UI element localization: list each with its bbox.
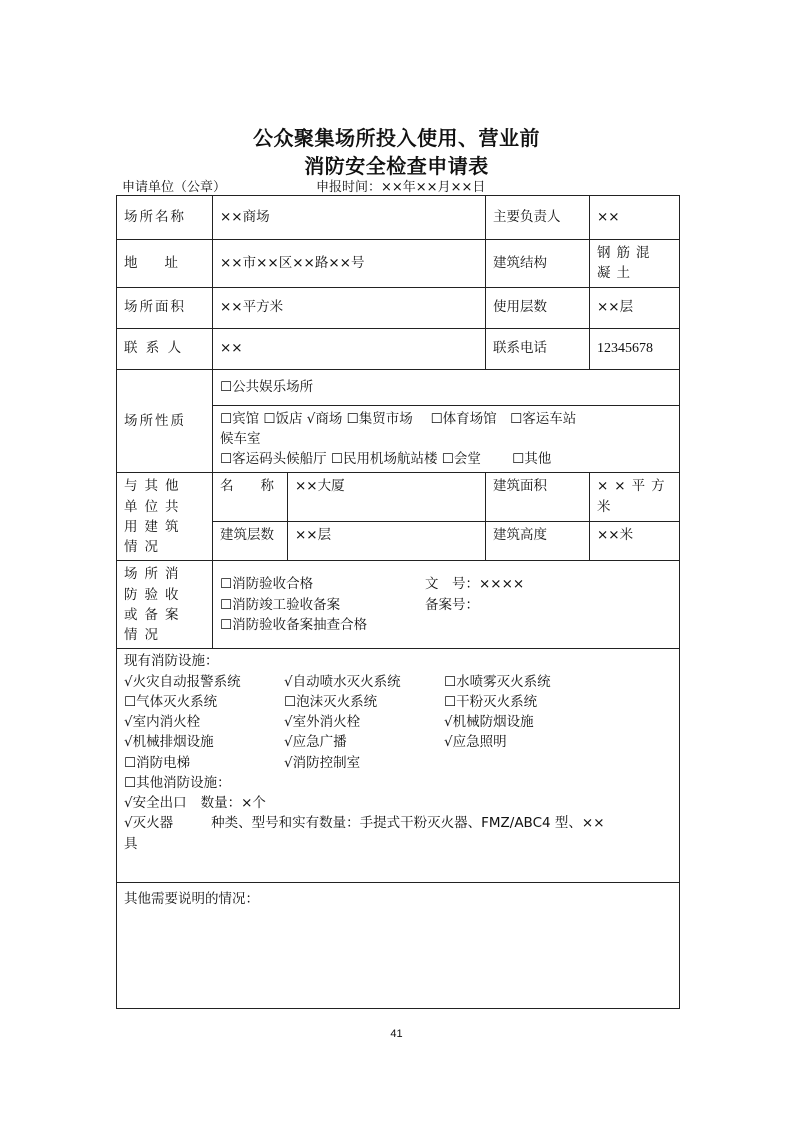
phone-label: 联系电话 bbox=[486, 328, 590, 369]
other-notes-label: 其他需要说明的情况： bbox=[124, 891, 259, 908]
facility-item[interactable]: ☐消防电梯 bbox=[124, 754, 191, 771]
acceptance-line2 bbox=[220, 595, 672, 615]
facilities-grid bbox=[124, 672, 672, 773]
exit-line bbox=[124, 793, 672, 813]
row-facilities bbox=[117, 649, 680, 883]
applicant-unit: 申请单位（公章） bbox=[122, 180, 227, 195]
facility-item[interactable]: √机械防烟设施 bbox=[444, 714, 534, 730]
extinguisher-detail: 种类、型号和实有数量：手提式干粉灭火器、FMZ/ABC4 型、×× bbox=[211, 815, 605, 832]
facility-item[interactable]: √自动喷水灭火系统 bbox=[284, 673, 401, 690]
acceptance-doc-number: 文 号：×××× bbox=[425, 576, 525, 593]
form-title-line1: 公众聚集场所投入使用、营业前 bbox=[253, 126, 540, 150]
nature-options-line4[interactable]: ☐客运码头候船厅 ☐民用机场航站楼 ☐会堂 ☐其他 bbox=[220, 451, 552, 467]
facilities-heading: 现有消防设施： bbox=[124, 653, 219, 670]
exit-option[interactable]: √安全出口 bbox=[124, 795, 187, 811]
row-venue-name bbox=[117, 196, 680, 240]
row-area bbox=[117, 287, 680, 328]
nature-option-public-entertainment[interactable]: ☐公共娱乐场所 bbox=[213, 369, 680, 405]
contact-value[interactable]: ×× bbox=[213, 328, 486, 369]
area-value[interactable]: ××平方米 bbox=[213, 287, 486, 328]
form-title-line2: 消防安全检查申请表 bbox=[304, 154, 489, 178]
acceptance-option-spot-check[interactable]: ☐消防验收备案抽查合格 bbox=[220, 616, 368, 633]
row-other-notes bbox=[117, 883, 680, 1009]
acceptance-record-number: 备案号： bbox=[425, 596, 479, 613]
facility-item bbox=[444, 753, 644, 773]
row-acceptance bbox=[117, 561, 680, 649]
shared-area-label: 建筑面积 bbox=[486, 473, 590, 521]
shared-floors-label: 建筑层数 bbox=[213, 521, 288, 561]
shared-floors-value[interactable]: ××层 bbox=[288, 521, 486, 561]
row-shared-1 bbox=[117, 473, 680, 521]
application-form-table bbox=[116, 195, 680, 1009]
row-address bbox=[117, 240, 680, 288]
extinguisher-option[interactable]: √灭火器 bbox=[124, 815, 174, 832]
acceptance-options bbox=[213, 561, 680, 649]
nature-options bbox=[213, 405, 680, 473]
facility-item[interactable]: ☐干粉灭火系统 bbox=[444, 693, 538, 710]
nature-options-line2[interactable]: ☐宾馆 ☐饭店 √商场 ☐集贸市场 ☐体育场馆 ☐客运车站 bbox=[220, 410, 577, 427]
row-nature-line1 bbox=[117, 369, 680, 405]
shared-height-label: 建筑高度 bbox=[486, 521, 590, 561]
acceptance-option-record[interactable]: ☐消防竣工验收备案 bbox=[220, 596, 341, 613]
structure-value[interactable]: 钢筋混凝土 bbox=[590, 240, 680, 288]
acceptance-label: 场所消防验收或备案情况 bbox=[117, 561, 213, 649]
area-label: 场所面积 bbox=[117, 287, 213, 328]
structure-label: 建筑结构 bbox=[486, 240, 590, 288]
phone-value[interactable]: 12345678 bbox=[590, 328, 680, 369]
contact-label: 联 系 人 bbox=[117, 328, 213, 369]
facility-item[interactable]: √应急广播 bbox=[284, 734, 347, 751]
page-number: 41 bbox=[390, 1028, 403, 1040]
facility-item[interactable]: √室外消火栓 bbox=[284, 714, 361, 730]
row-contact bbox=[117, 328, 680, 369]
exit-count: 数量：×个 bbox=[200, 795, 266, 811]
principal-label: 主要负责人 bbox=[486, 196, 590, 240]
facility-item[interactable]: √应急照明 bbox=[444, 734, 507, 751]
shared-height-value[interactable]: ××米 bbox=[590, 521, 680, 561]
floors-used-value[interactable]: ××层 bbox=[590, 287, 680, 328]
facilities-cell bbox=[117, 649, 680, 883]
acceptance-option-passed[interactable]: ☐消防验收合格 bbox=[220, 576, 314, 593]
venue-name-label: 场所名称 bbox=[117, 196, 213, 240]
address-label: 地 址 bbox=[117, 240, 213, 288]
extinguisher-unit: 具 bbox=[124, 835, 138, 852]
nature-options-line3: 候车室 bbox=[220, 430, 261, 447]
shared-area-value[interactable]: ××平方米 bbox=[590, 473, 680, 521]
shared-name-value[interactable]: ××大厦 bbox=[288, 473, 486, 521]
venue-name-value[interactable]: ××商场 bbox=[213, 196, 486, 240]
facility-item[interactable]: ☐水喷雾灭火系统 bbox=[444, 673, 551, 690]
other-facilities-option[interactable]: ☐其他消防设施： bbox=[124, 774, 231, 791]
other-notes-field[interactable] bbox=[117, 883, 680, 1009]
facility-item[interactable]: √室内消火栓 bbox=[124, 714, 201, 730]
facility-item[interactable]: √机械排烟设施 bbox=[124, 734, 214, 751]
extinguisher-line bbox=[124, 813, 672, 833]
facility-item[interactable]: ☐气体灭火系统 bbox=[124, 693, 218, 710]
address-value[interactable]: ××市××区××路××号 bbox=[213, 240, 486, 288]
acceptance-line1 bbox=[220, 574, 672, 594]
facility-item[interactable]: √火灾自动报警系统 bbox=[124, 673, 241, 690]
facility-item[interactable]: √消防控制室 bbox=[284, 754, 361, 771]
shared-name-label: 名 称 bbox=[213, 473, 288, 521]
facility-item[interactable]: ☐泡沫灭火系统 bbox=[284, 693, 378, 710]
nature-label: 场所性质 bbox=[117, 369, 213, 473]
report-time: 申报时间：××年××月××日 bbox=[316, 180, 486, 195]
principal-value[interactable]: ×× bbox=[590, 196, 680, 240]
floors-used-label: 使用层数 bbox=[486, 287, 590, 328]
shared-label: 与其他单位共用建筑情况 bbox=[117, 473, 213, 561]
